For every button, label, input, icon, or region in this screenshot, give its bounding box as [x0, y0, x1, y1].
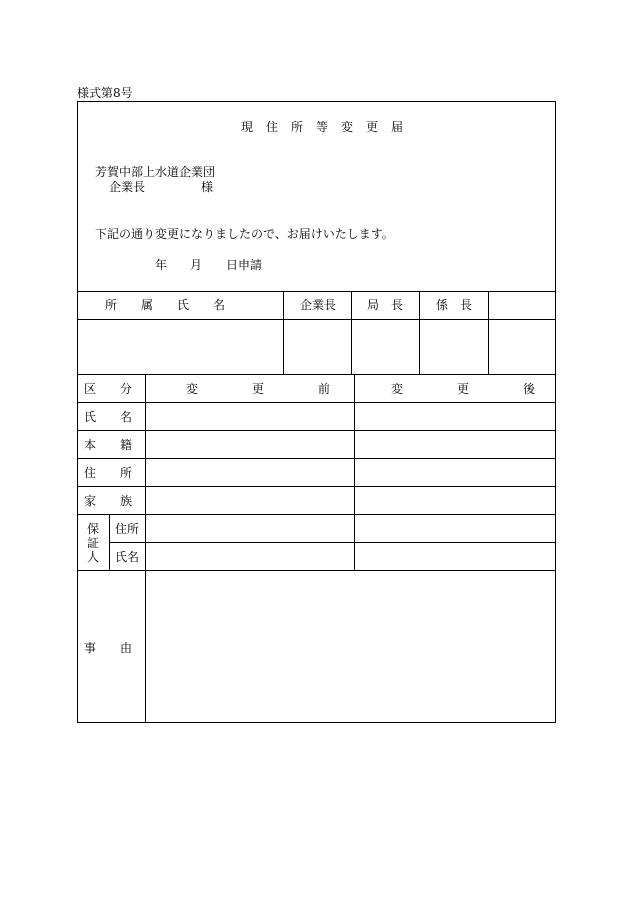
statement-text: 下記の通り変更になりましたので、お届けいたします。 [95, 227, 394, 241]
family-before-cell[interactable] [146, 487, 354, 514]
section-chief-header: 係 長 [436, 298, 473, 312]
form-title: 現住所等変更届 [241, 120, 417, 134]
address-before-cell[interactable] [146, 459, 354, 486]
address-after-cell[interactable] [355, 459, 555, 486]
form-frame [77, 101, 556, 723]
addressee-organization: 芳賀中部上水道企業団 [95, 165, 216, 179]
date-year: 年 [155, 258, 168, 272]
bureau-chief-seal-cell[interactable] [352, 320, 419, 374]
registry-before-cell[interactable] [146, 431, 354, 458]
guarantor-address-after-cell[interactable] [355, 515, 555, 542]
affiliation-name-header: 所 属 氏 名 [105, 298, 226, 312]
guarantor-address-label: 住所 [115, 522, 140, 536]
director-seal-cell[interactable] [284, 320, 351, 374]
row-label-family: 家 族 [84, 494, 133, 508]
row-label-name: 氏 名 [84, 410, 133, 424]
row-label-registry: 本 籍 [84, 438, 133, 452]
reason-label: 事 由 [84, 641, 133, 655]
name-before-cell[interactable] [146, 403, 354, 430]
guarantor-label: 保証人 [87, 522, 100, 564]
guarantor-address-before-cell[interactable] [146, 515, 354, 542]
addressee-position: 企業長 [109, 180, 146, 194]
section-chief-seal-cell[interactable] [420, 320, 488, 374]
bureau-chief-header: 局 長 [367, 298, 404, 312]
guarantor-name-after-cell[interactable] [355, 543, 555, 570]
name-after-cell[interactable] [355, 403, 555, 430]
guarantor-name-label: 氏名 [115, 550, 140, 564]
date-day-applied: 日申請 [226, 258, 263, 272]
director-header: 企業長 [300, 298, 337, 312]
row-label-address: 住 所 [84, 466, 133, 480]
extra-seal-cell[interactable] [489, 292, 555, 374]
reason-cell[interactable] [146, 571, 555, 722]
after-change-header: 変 更 後 [391, 382, 546, 396]
date-month: 月 [190, 258, 203, 272]
addressee-honorific: 様 [201, 180, 214, 194]
family-after-cell[interactable] [355, 487, 555, 514]
form-number: 様式第8号 [77, 86, 133, 100]
guarantor-name-before-cell[interactable] [146, 543, 354, 570]
before-change-header: 変 更 前 [186, 382, 341, 396]
registry-after-cell[interactable] [355, 431, 555, 458]
affiliation-name-cell[interactable] [78, 320, 283, 374]
category-header: 区 分 [84, 382, 133, 396]
